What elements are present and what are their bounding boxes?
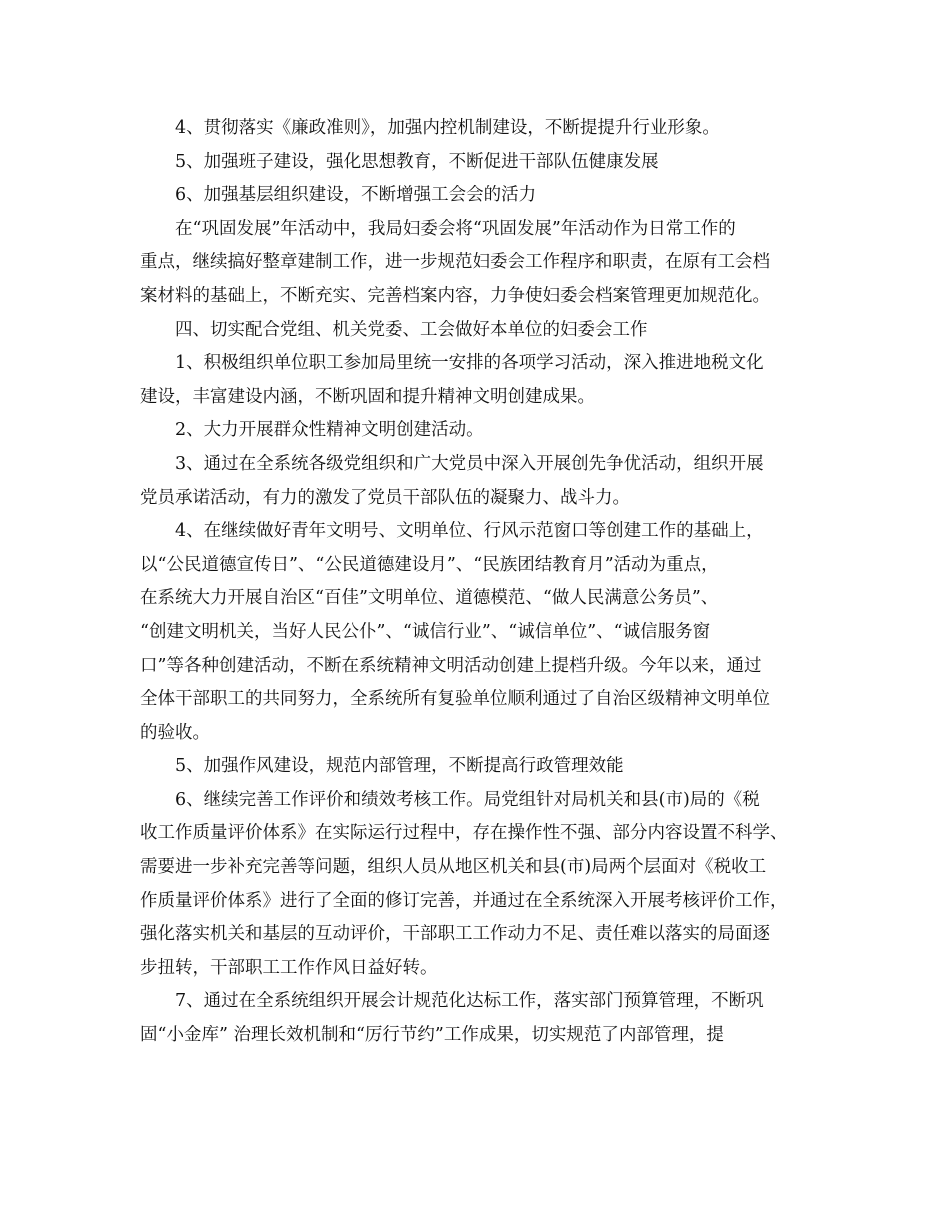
text-line: 7、通过在全系统组织开展会计规范化达标工作，落实部门预算管理，不断巩 — [175, 991, 764, 1012]
text-line: 固“小金库” 治理长效机制和“厉行节约”工作成果，切实规范了内部管理，提 — [140, 1025, 724, 1046]
text-line: 6、加强基层组织建设，不断增强工会会的活力 — [175, 185, 537, 206]
text-line: 6、继续完善工作评价和绩效考核工作。局党组针对局机关和县(市)局的《税 — [175, 789, 760, 810]
text-line: 在“巩固发展”年活动中，我局妇委会将“巩固发展”年活动作为日常工作的 — [175, 218, 736, 239]
text-line: 5、加强作风建设，规范内部管理，不断提高行政管理效能 — [175, 756, 624, 777]
text-line: 重点，继续搞好整章建制工作，进一步规范妇委会工作程序和职责，在原有工会档 — [140, 252, 770, 273]
text-line: 四、切实配合党组、机关党委、工会做好本单位的妇委会工作 — [175, 319, 648, 340]
text-line: 强化落实机关和基层的互动评价，干部职工工作动力不足、责任难以落实的局面逐 — [140, 924, 770, 945]
text-line: 建设，丰富建设内涵，不断巩固和提升精神文明创建成果。 — [140, 386, 595, 407]
text-line: 案材料的基础上，不断充实、完善档案内容，力争使妇委会档案管理更加规范化。 — [140, 285, 770, 306]
text-line: 作质量评价体系》进行了全面的修订完善，并通过在全系统深入开展考核评价工作， — [140, 890, 788, 911]
text-line: 口”等各种创建活动，不断在系统精神文明活动创建上提档升级。今年以来，通过 — [140, 655, 762, 676]
text-line: 4、在继续做好青年文明号、文明单位、行风示范窗口等创建工作的基础上， — [175, 521, 764, 542]
text-line: 4、贯彻落实《廉政准则》，加强内控机制建设，不断提提升行业形象。 — [175, 118, 720, 138]
text-line: 的验收。 — [140, 722, 210, 743]
text-line: 全体干部职工的共同努力，全系统所有复验单位顺利通过了自治区级精神文明单位 — [140, 689, 770, 710]
text-line: 5、加强班子建设，强化思想教育，不断促进干部队伍健康发展 — [175, 151, 659, 172]
text-line: 步扭转，干部职工工作作风日益好转。 — [140, 957, 438, 978]
document-body — [140, 112, 812, 1053]
text-line: 1、积极组织单位职工参加局里统一安排的各项学习活动，深入推进地税文化 — [175, 353, 764, 374]
text-line: “创建文明机关，当好人民公仆”、“诚信行业”、“诚信单位”、“诚信服务窗 — [140, 621, 711, 642]
text-line: 2、大力开展群众性精神文明创建活动。 — [175, 420, 484, 441]
text-line: 以“公民道德宣传日”、“公民道德建设月”、“民族团结教育月”活动为重点， — [140, 554, 719, 575]
text-line: 在系统大力开展自治区“百佳”文明单位、道德模范、“做人民满意公务员”、 — [140, 588, 719, 609]
text-line: 收工作质量评价体系》在实际运行过程中，存在操作性不强、部分内容设置不科学、 — [140, 823, 788, 844]
text-line: 需要进一步补充完善等问题，组织人员从地区机关和县(市)局两个层面对《税收工 — [140, 857, 767, 878]
text-line: 3、通过在全系统各级党组织和广大党员中深入开展创先争优活动，组织开展 — [175, 453, 764, 474]
text-line: 党员承诺活动，有力的激发了党员干部队伍的凝聚力、战斗力。 — [140, 487, 630, 508]
